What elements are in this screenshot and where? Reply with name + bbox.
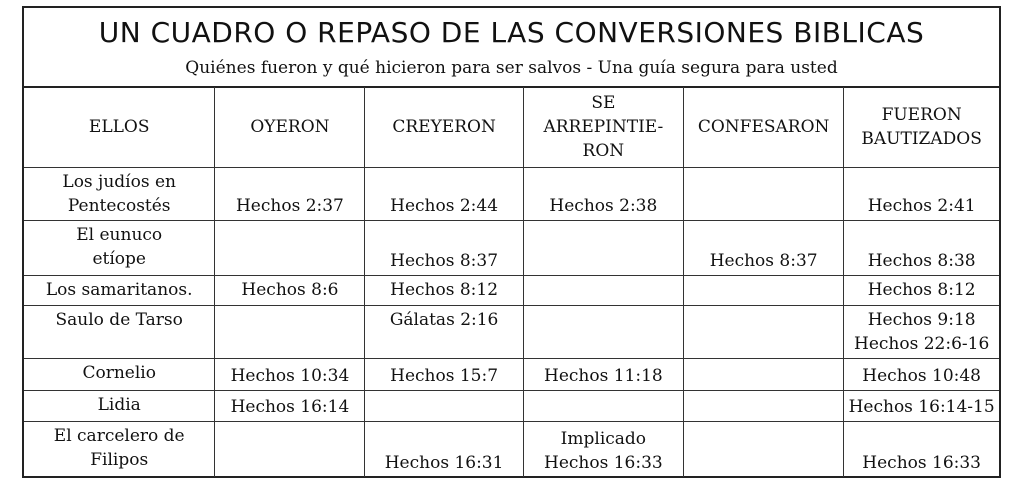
table-cell [844,221,999,276]
header-oyeron [215,87,365,168]
header-creyeron [365,87,523,168]
table-cell [523,221,683,276]
table-cell [684,276,844,306]
cell-text: Los judíos en [62,172,176,192]
table-cell [684,306,844,359]
table-row [24,276,999,306]
cell-text: Los samaritanos. [45,280,193,300]
table-cell [684,221,844,276]
cell-text: Hechos 16:14-15 [848,397,995,417]
cell-text: Saulo de Tarso [55,310,183,330]
cell-text: CONFESARON [697,117,830,137]
row-name-cell [24,422,215,477]
table-row [24,391,999,422]
table-row [24,422,999,477]
cell-text: Hechos 10:48 [862,366,981,386]
conversions-table [24,87,999,477]
table-row [24,306,999,359]
cell-text: CREYERON [392,117,496,137]
cell-text: Hechos 2:37 [235,196,344,216]
row-name-cell [24,221,215,276]
table-cell [365,422,523,477]
header-bautizados [844,87,999,168]
table-cell [215,168,365,221]
conversions-chart [22,6,1001,478]
cell-text: Hechos 15:7 [390,366,499,386]
cell-text: Hechos 8:37 [390,251,499,271]
table-cell [523,359,683,391]
header-ellos [24,87,215,168]
cell-text: BAUTIZADOS [861,129,982,149]
table-cell [365,359,523,391]
table-cell [684,422,844,477]
cell-text: Hechos 8:6 [241,280,339,300]
cell-text: Hechos 16:33 [544,452,663,473]
cell-text: Hechos 2:41 [867,196,976,216]
cell-text: Hechos 9:18 [867,310,976,330]
row-name-cell [24,391,215,422]
header-confesaron [684,87,844,168]
cell-text: Cornelio [82,363,156,383]
cell-text: Hechos 16:14 [230,397,350,417]
table-cell [365,306,523,359]
table-cell [523,422,683,477]
row-name-cell [24,168,215,221]
table-cell [844,359,999,391]
table-cell [215,391,365,422]
table-cell [215,221,365,276]
table-cell [844,168,999,221]
table-cell [523,391,683,422]
row-name-cell [24,359,215,391]
cell-text: Filipos [90,450,149,470]
table-cell [844,276,999,306]
table-cell [215,422,365,477]
table-cell [215,359,365,391]
cell-text: Lidia [97,395,141,415]
header-arrepintieron [523,87,683,168]
row-name-cell [24,306,215,359]
cell-text: Hechos 11:18 [544,366,663,386]
header-row [24,87,999,168]
page-subtitle: Quiénes fueron y qué hicieron para ser salvos - Una guía segura para usted [185,58,838,78]
table-row [24,359,999,391]
cell-text: Hechos 2:44 [390,196,499,216]
cell-text: etíope [92,249,146,269]
table-row [24,168,999,221]
table-cell [215,306,365,359]
table-cell [523,168,683,221]
cell-text: Hechos 22:6-16 [854,334,990,354]
cell-text: FUERON [881,105,962,125]
table-cell [365,391,523,422]
cell-text: Hechos 10:34 [230,366,350,386]
cell-text: Hechos 8:37 [709,251,818,271]
cell-text: SE [591,93,616,113]
table-cell [684,168,844,221]
cell-text: El carcelero de [53,426,185,446]
table-cell [365,168,523,221]
cell-text: Hechos 16:31 [384,452,504,473]
table-cell [684,359,844,391]
table-cell [684,391,844,422]
table-cell [844,391,999,422]
cell-text: El eunuco [76,225,163,245]
row-name-cell [24,276,215,306]
table-cell [844,422,999,477]
table-cell [365,276,523,306]
cell-text: Gálatas 2:16 [389,310,499,330]
cell-text: Hechos 16:33 [862,452,981,473]
cell-text: Hechos 8:12 [390,280,499,300]
table-cell [523,276,683,306]
cell-text: Pentecostés [67,196,171,216]
cell-text: ARREPINTIE- [543,117,664,137]
table-row [24,221,999,276]
cell-text: Hechos 2:38 [549,196,658,216]
cell-text: Hechos 8:12 [867,280,976,300]
table-cell [523,306,683,359]
table-cell [844,306,999,359]
cell-text: Hechos 8:38 [867,251,976,271]
cell-text: Implicado [560,428,647,449]
cell-text: RON [582,141,625,161]
table-cell [365,221,523,276]
page-title: UN CUADRO O REPASO DE LAS CONVERSIONES BIBLICAS [98,16,925,49]
table-cell [215,276,365,306]
cell-text: OYERON [250,117,330,137]
cell-text: ELLOS [88,117,150,137]
